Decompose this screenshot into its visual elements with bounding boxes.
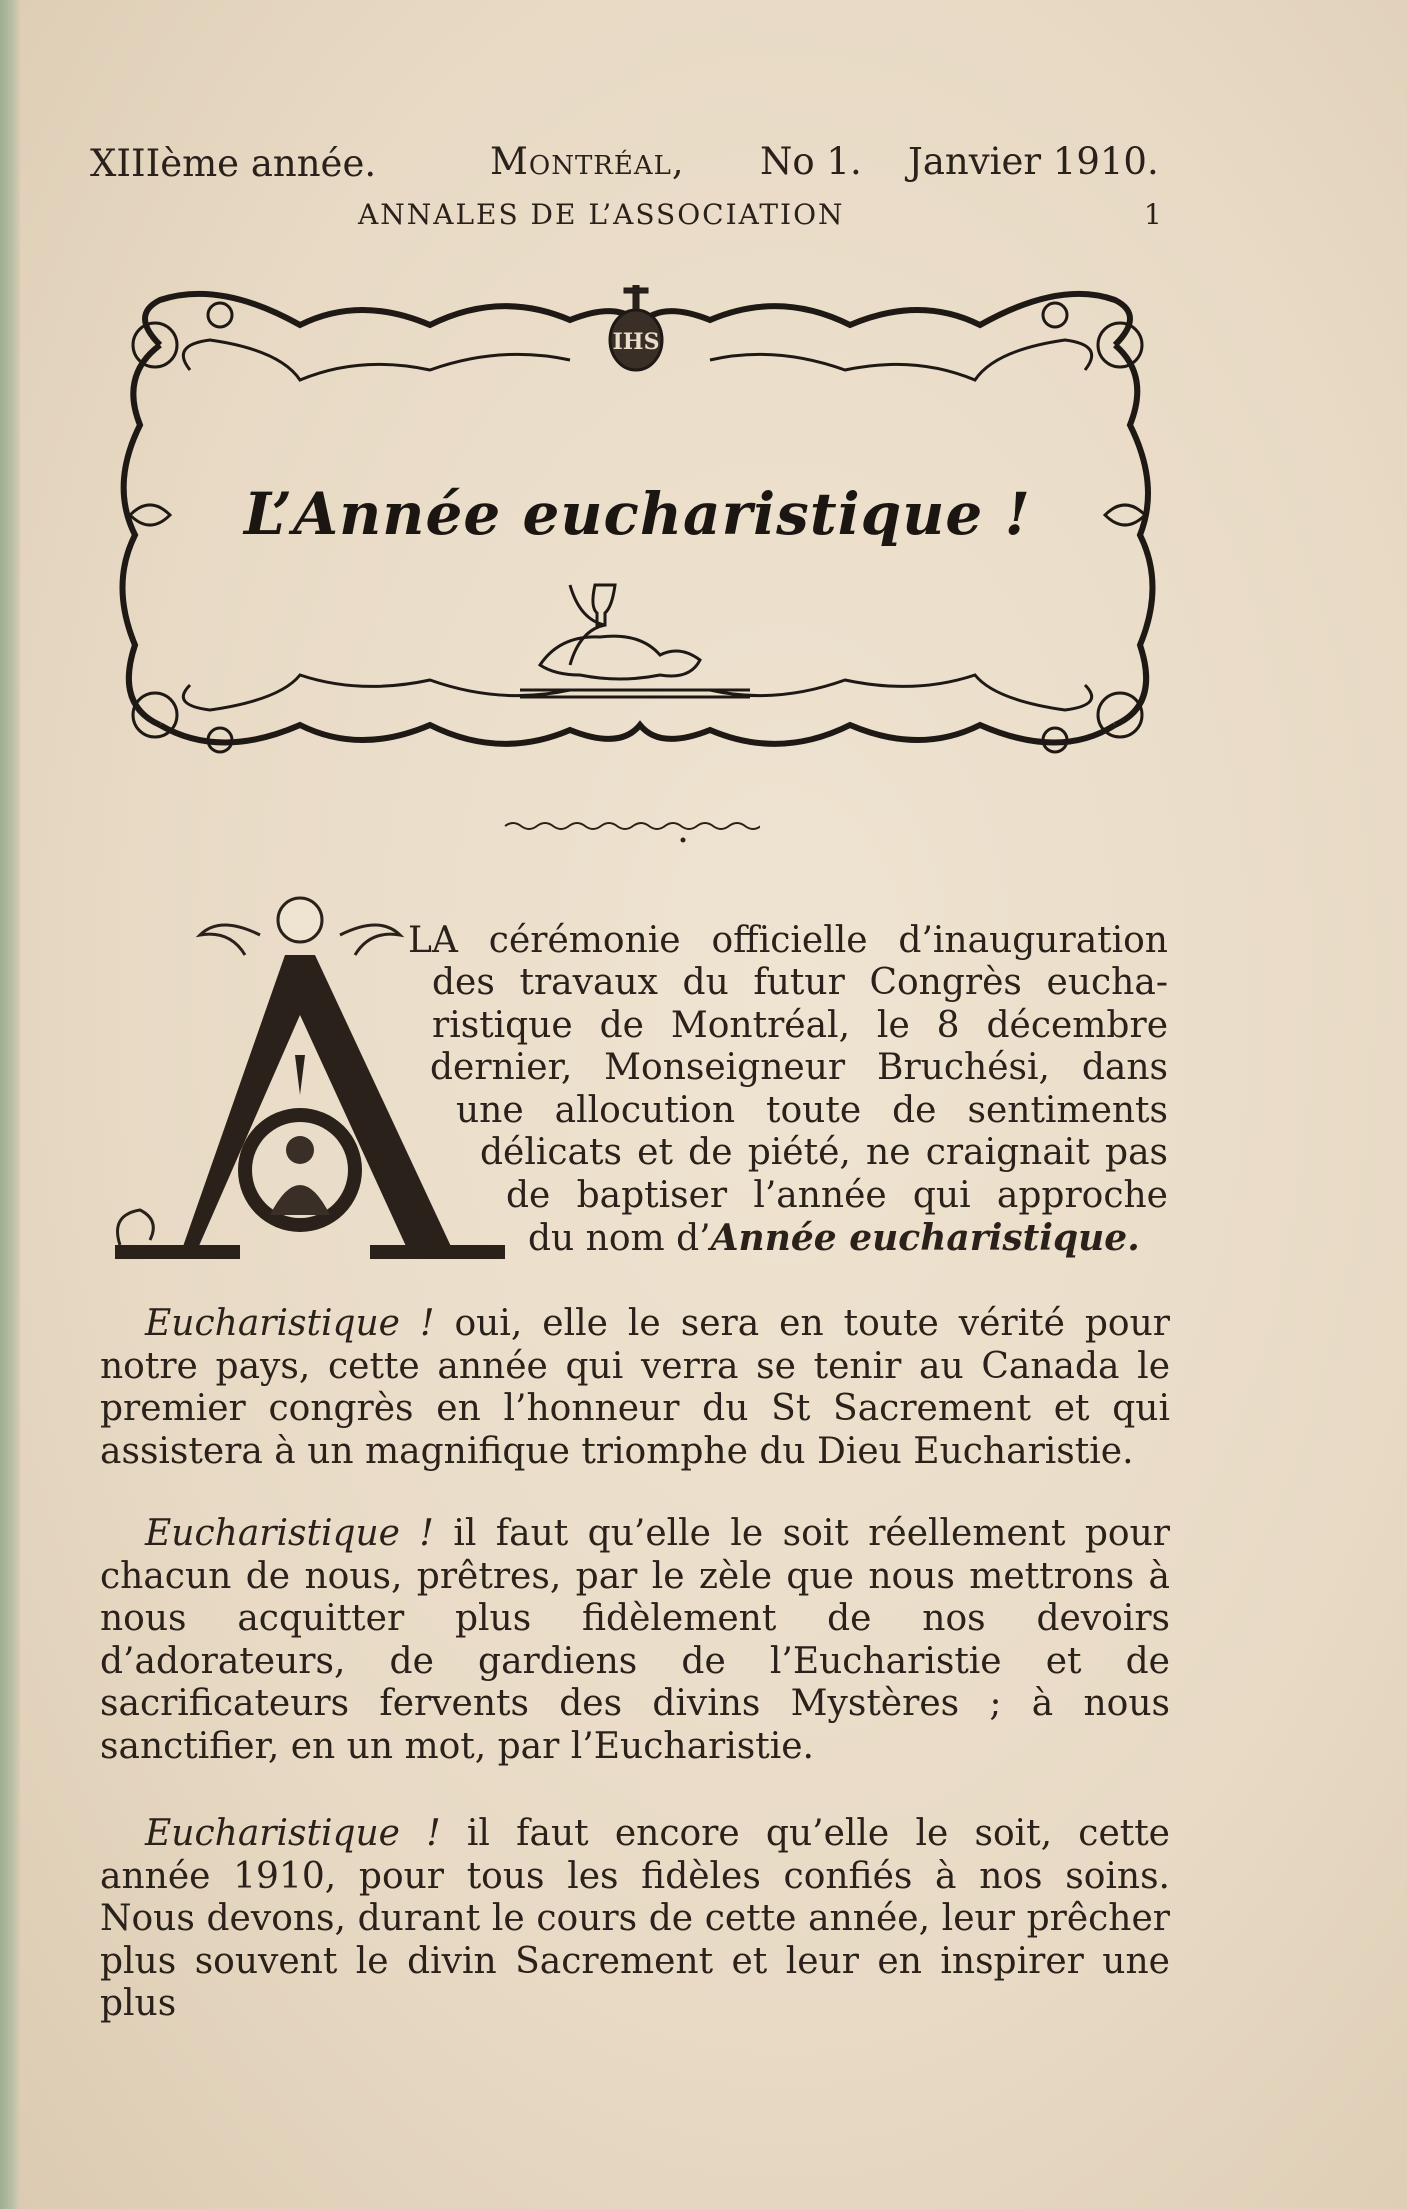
issue-date: Janvier 1910.	[908, 140, 1159, 183]
paragraph-lead: Eucharistique !	[145, 1303, 435, 1344]
intro-line-last: du nom d’Année eucharistique.	[528, 1217, 1140, 1259]
emphasis-annee-eucharistique: Année eucharistique.	[710, 1217, 1140, 1259]
intro-line: LA cérémonie officielle d’inauguration	[408, 920, 1168, 961]
volume-year: XIIIème année.	[90, 142, 377, 185]
body-paragraph: Eucharistique ! il faut encore qu’elle le soit, cette année 1910, pour tous les fidèles confiés à nos soins. Nous devons, durant le cours de cette année, leur prêcher plus souvent le divin Sacrement et leur en inspirer une plus	[100, 1813, 1170, 2024]
intro-line: dernier, Monseigneur Bruchési, dans	[430, 1047, 1168, 1088]
intro-line: ristique de Montréal, le 8 décembre	[432, 1005, 1168, 1046]
city-name: Montréal,	[490, 140, 685, 183]
body-paragraph: Eucharistique ! oui, elle le sera en toute vérité pour notre pays, cette année qui verra se tenir au Canada le premier congrès en l’honneur du St Sacrement et qui assistera à un magnifique triomphe du Dieu Eucharistie.	[100, 1303, 1170, 1472]
intro-line: une allocution toute de sentiments	[456, 1090, 1168, 1131]
ihs-monogram: IHS	[612, 329, 660, 355]
paragraph-lead: Eucharistique !	[145, 1813, 441, 1854]
article-title: L’Année eucharistique !	[244, 480, 1031, 548]
intro-line: de baptiser l’année qui approche	[506, 1175, 1168, 1216]
wavy-divider	[500, 818, 760, 844]
page-number: 1	[1144, 198, 1164, 231]
paragraph-lead: Eucharistique !	[145, 1513, 434, 1554]
body-paragraph: Eucharistique ! il faut qu’elle le soit réellement pour chacun de nous, prêtres, par le zèle que nous mettrons à nous acquitter plus fidèlement de nos devoirs d’adorateurs, de gardiens de l’Eucharistie et de sacrificateurs fervents des divins Mystères ; à nous sanctifier, en un mot, par l’Eucharistie.	[100, 1513, 1170, 1767]
intro-line: délicats et de piété, ne craignait pas	[480, 1132, 1168, 1173]
intro-line: des travaux du futur Congrès eucha-	[432, 962, 1168, 1003]
issue-number: No 1.	[760, 140, 862, 183]
publication-name: ANNALES DE L’ASSOCIATION	[358, 198, 845, 231]
book-spine-edge	[0, 0, 20, 2209]
